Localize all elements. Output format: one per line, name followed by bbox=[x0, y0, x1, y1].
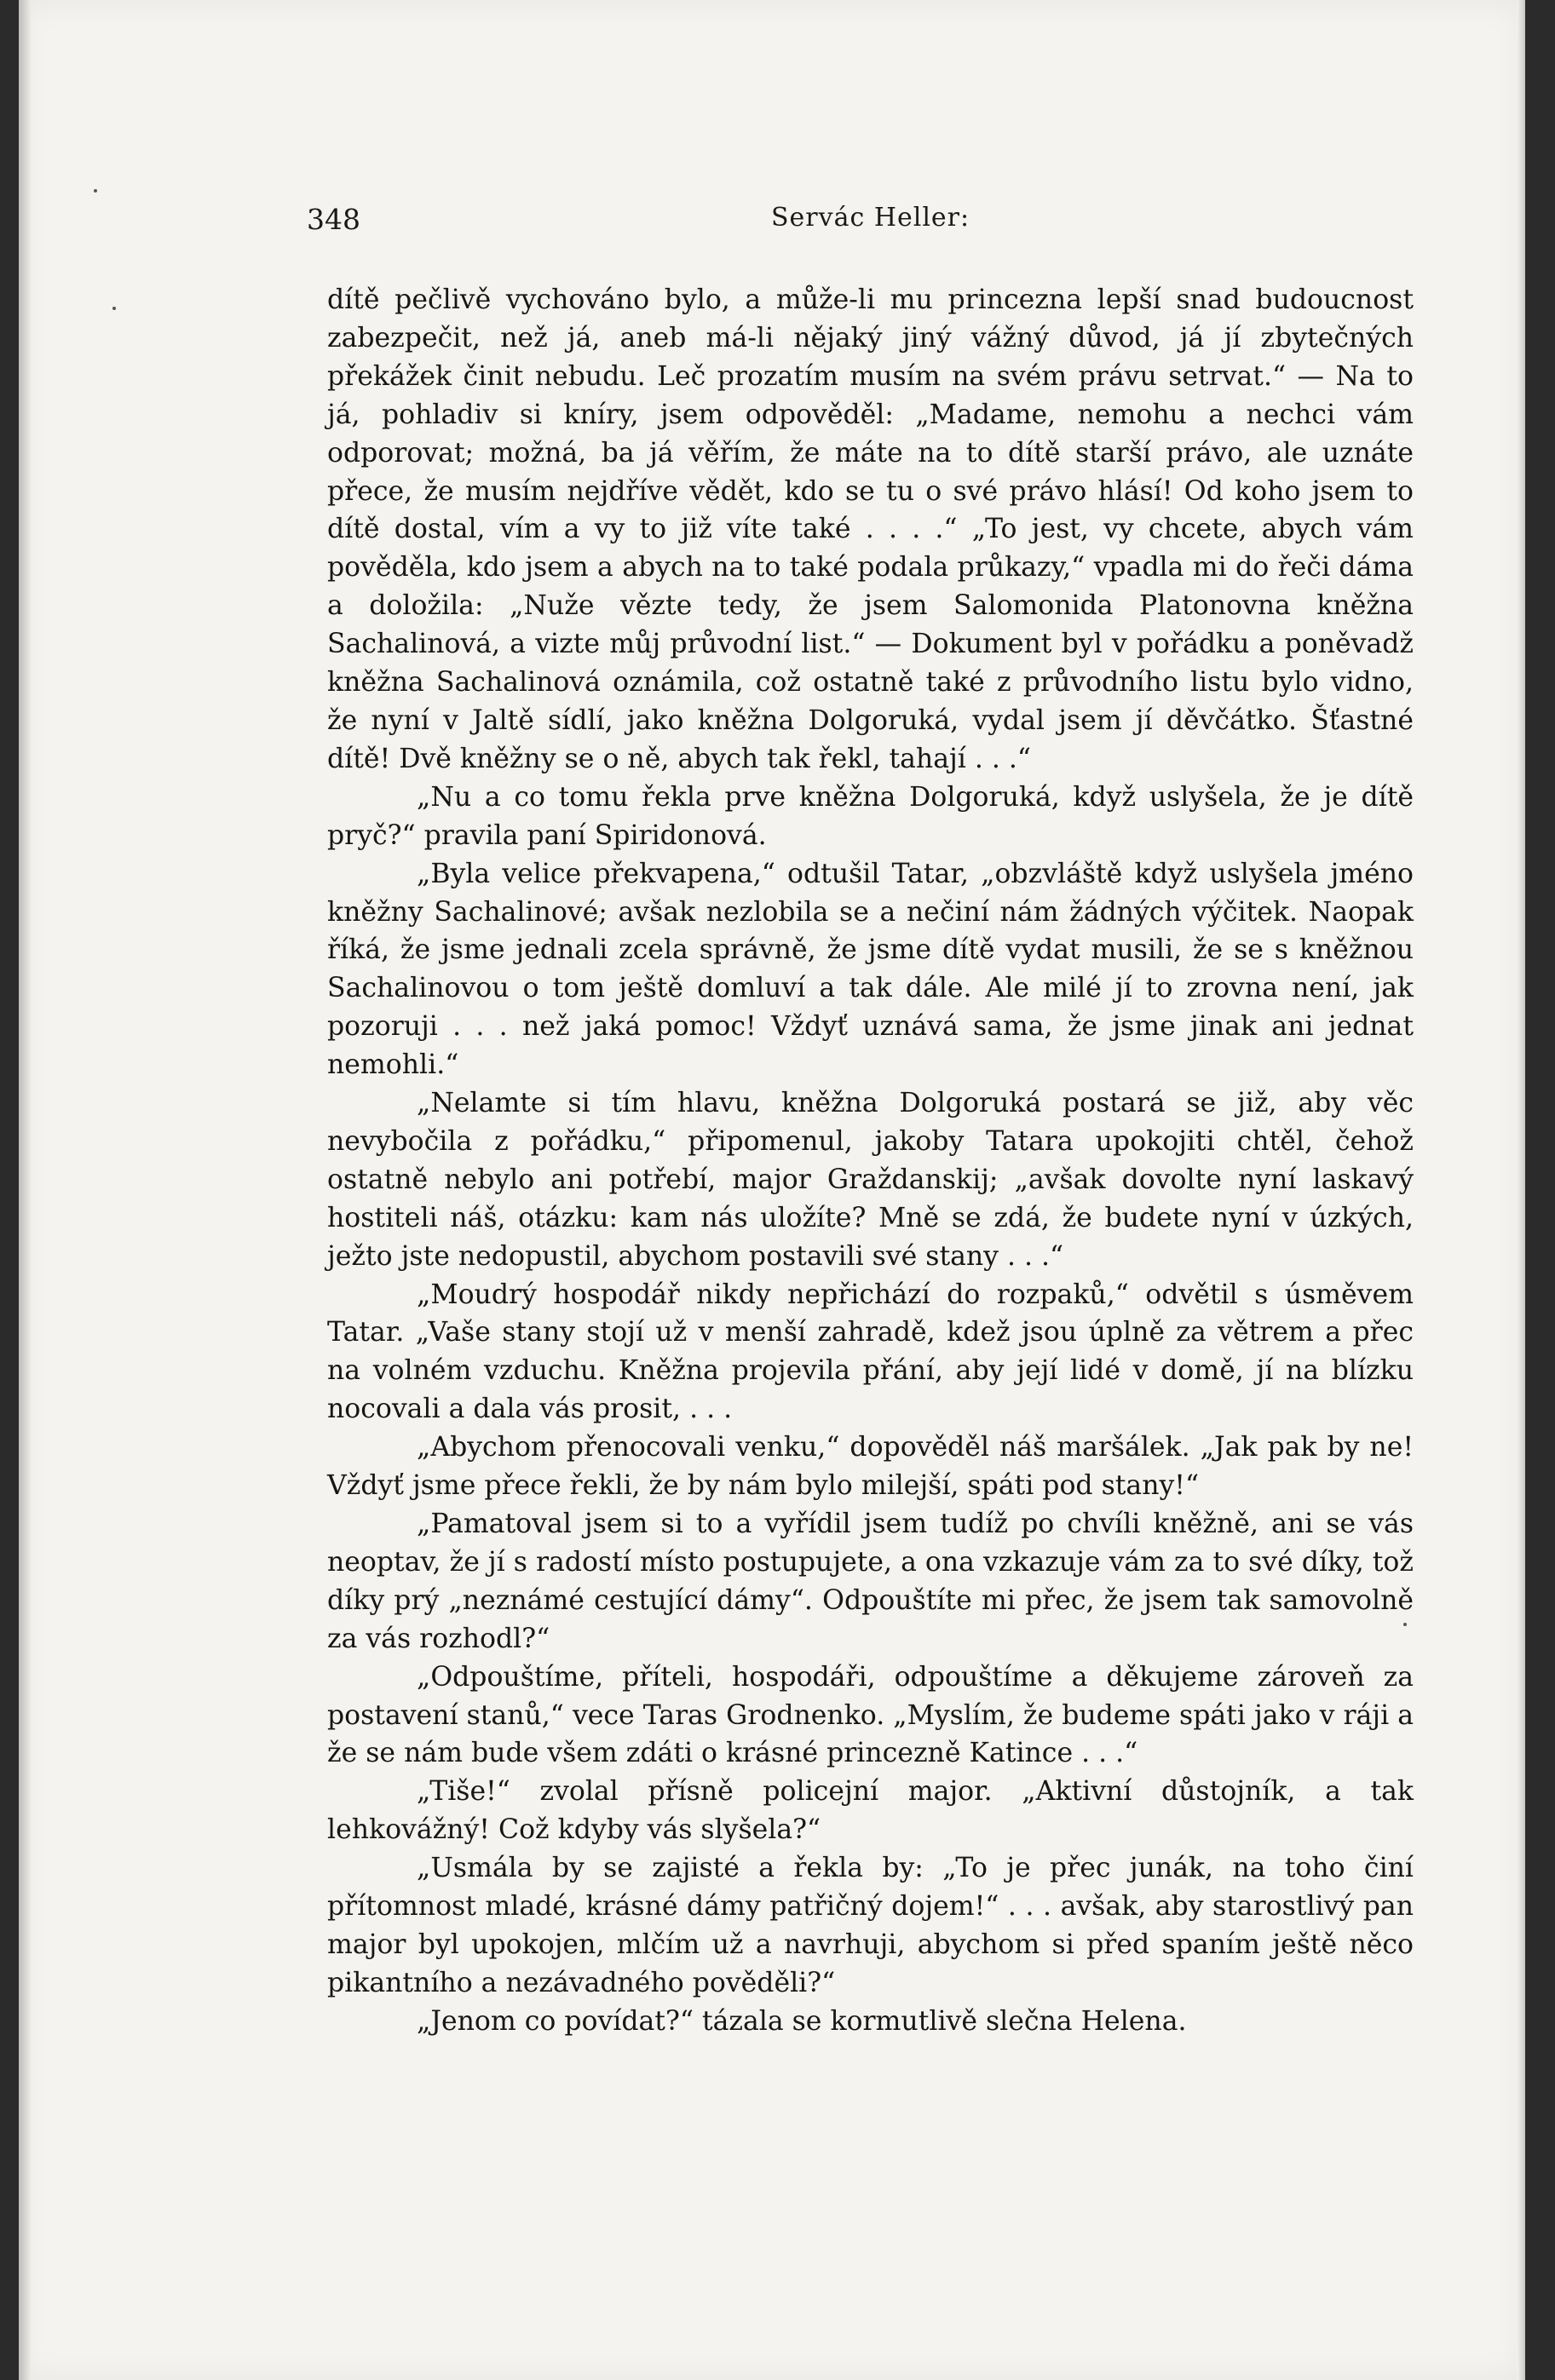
paragraph-10: „Usmála by se zajisté a řekla by: „To je přec junák, na toho činí přítomnost mladé, krásné dámy patřičný dojem!“ . . . avšak, aby starostlivý pan major byl upokojen, mlčím už a navrhuji, abychom si před spaním ještě něco pikantního a nezávadného pověděli?“ bbox=[327, 1853, 1414, 1998]
page-header bbox=[307, 196, 1423, 247]
body-text bbox=[327, 281, 1414, 2041]
paragraph-8: „Odpouštíme, příteli, hospodáři, odpouštíme a děkujeme zároveň za postavení stanů,“ vece Taras Grodnenko. „Myslím, že budeme spáti jako v ráji a že se nám bude všem zdáti o krásné princezně Katince . . .“ bbox=[327, 1661, 1414, 1769]
paragraph-11: „Jenom co povídat?“ tázala se kormutlivě slečna Helena. bbox=[417, 2005, 1187, 2037]
paragraph-7: „Pamatoval jsem si to a vyřídil jsem tudíž po chvíli kněžně, ani se vás neoptav, že jí s radostí místo postupujete, a ona vzkazuje vám za to své díky, tož díky prý „neznámé cestující dámy“. Odpouštíte mi přec, že jsem tak samovolně za vás rozhodl?“ bbox=[327, 1509, 1414, 1654]
running-head: Servác Heller: bbox=[771, 203, 970, 233]
page-number: 348 bbox=[307, 203, 360, 236]
book-page bbox=[19, 0, 1525, 2380]
paragraph-4: „Nelamte si tím hlavu, kněžna Dolgoruká postará se již, aby věc nevybočila z pořádku,“ připomenul, jakoby Tatara upokojiti chtěl, čehož ostatně nebylo ani potřebí, major Graždanskij; „avšak dovolte nyní laskavý hostiteli náš, otázku: kam nás uložíte? Mně se zdá, že budete nyní v úzkých, ježto jste nedopustil, abychom postavili své stany . . .“ bbox=[327, 1088, 1414, 1272]
paragraph-2: „Nu a co tomu řekla prve kněžna Dolgoruká, když uslyšela, že je dítě pryč?“ pravila paní Spiridonová. bbox=[327, 781, 1414, 851]
paragraph-6: „Abychom přenocovali venku,“ dopověděl náš maršálek. „Jak pak by ne! Vždyť jsme přece řekli, že by nám bylo milejší, spáti pod stany!“ bbox=[327, 1432, 1414, 1502]
paragraph-3: „Byla velice překvapena,“ odtušil Tatar, „obzvláště když uslyšela jméno kněžny Sachalinové; avšak nezlobila se a nečiní nám žádných výčitek. Naopak říká, že jsme jednali zcela správně, že jsme dítě vydat musili, že se s kněžnou Sachalinovou o tom ještě domluví a tak dále. Ale milé jí to zrovna není, jak pozoruji . . . než jaká pomoc! Vždyť uznává sama, že jsme jinak ani jednat nemohli.“ bbox=[327, 858, 1414, 1081]
paragraph-1: dítě pečlivě vychováno bylo, a může-li mu princezna lepší snad budoucnost zabezpečit, než já, aneb má-li nějaký jiný vážný důvod, já jí zbytečných překážek činit nebudu. Leč prozatím musím na svém právu setrvat.“ — Na to já, pohladiv si kníry, jsem odpověděl: „Madame, nemohu a nechci vám odporovat; možná, ba já věřím, že máte na to dítě starší právo, ale uznáte přece, že musím nejdříve vědět, kdo se tu o své právo hlásí! Od koho jsem to dítě dostal, vím a vy to již víte také . . . .“ „To jest, vy chcete, abych vám pověděla, kdo jsem a abych na to také podala průkazy,“ vpadla mi do řeči dáma a doložila: „Nuže vězte tedy, že jsem Salomonida Platonovna kněžna Sachalinová, a vizte můj průvodní list.“ — Dokument byl v pořádku a poněvadž kněžna Sachalinová oznámila, což ostatně také z průvodního listu bylo vidno, že nyní v Jaltě sídlí, jako kněžna Dolgoruká, vydal jsem jí děvčátko. Šťastné dítě! Dvě kněžny se o ně, abych tak řekl, tahají . . .“ bbox=[327, 285, 1414, 774]
scan-speck bbox=[1403, 1623, 1407, 1626]
paragraph-9: „Tiše!“ zvolal přísně policejní major. „Aktivní důstojník, a tak lehkovážný! Což kdyby vás slyšela?“ bbox=[327, 1776, 1414, 1846]
scan-speck bbox=[94, 189, 97, 193]
scan-speck bbox=[112, 307, 116, 310]
page-gutter-shadow bbox=[19, 0, 31, 2380]
page-edge-shadow bbox=[1517, 0, 1525, 2380]
paragraph-5: „Moudrý hospodář nikdy nepřichází do rozpaků,“ odvětil s úsměvem Tatar. „Vaše stany stojí už v menší zahradě, kdež jsou úplně za větrem a přec na volném vzduchu. Kněžna projevila přání, aby její lidé v domě, jí na blízku nocovali a dala vás prosit, . . . bbox=[327, 1279, 1414, 1425]
